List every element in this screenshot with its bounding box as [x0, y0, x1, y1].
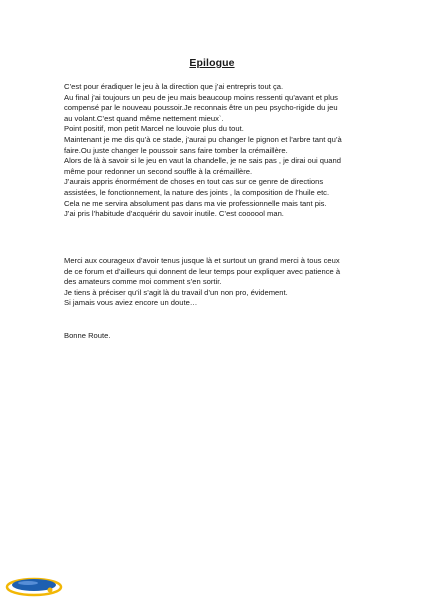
text-line: Point positif, mon petit Marcel ne louvoie plus du tout.	[64, 124, 244, 134]
text-line: des amateurs comme moi comment s’en sortir.	[64, 277, 222, 287]
text-line: Bonne Route.	[64, 331, 111, 340]
text-line: même pour redonner un second souffle à la crémaillère.	[64, 166, 253, 176]
text-line: Cela ne me servira absolument pas dans ma vie professionnelle mais tant pis.	[64, 198, 327, 208]
paragraph-1	[64, 82, 374, 220]
page-title: Epilogue	[189, 57, 235, 69]
logo-shine	[18, 581, 38, 585]
text-line: Merci aux courageux d’avoir tenus jusque là et surtout un grand merci à tous ceux	[64, 256, 340, 265]
logo-dot	[48, 588, 53, 593]
text-line: au volant.C’est quand même nettement mieux`.	[64, 113, 224, 123]
text-line: Je tiens à préciser qu’il s’agit là du travail d’un non pro, évidement.	[64, 287, 288, 297]
text-line: assistées, le fonctionnement, la nature des joints , la composition de l’huile etc.	[64, 187, 330, 197]
paragraph-3	[64, 331, 374, 342]
text-line: J’ai pris l’habitude d’acquérir du savoir inutile. C’est coooool man.	[64, 209, 284, 219]
paragraph-2	[64, 256, 374, 309]
text-line: Si jamais vous aviez encore un doute…	[64, 298, 198, 308]
text-line: J’aurais appris énormément de choses en tout cas sur ce genre de directions	[64, 177, 324, 187]
forum-logo-icon	[4, 572, 64, 598]
text-line: de ce forum et d’ailleurs qui donnent de leur temps pour expliquer avec patience à	[64, 266, 341, 276]
text-line: faire.Ou juste changer le poussoir sans faire tomber la crémaillère.	[64, 145, 288, 155]
text-line: Maintenant je me dis qu’à ce stade, j’aurai pu changer le pignon et l’arbre tant qu’à	[64, 134, 342, 144]
text-line: Au final j’ai toujours un peu de jeu mais beaucoup moins ressenti qu’avant et plus	[64, 92, 338, 102]
text-line: C’est pour éradiquer le jeu à la direction que j’ai entrepris tout ça.	[64, 82, 284, 91]
text-line: Alors de là à savoir si le jeu en vaut la chandelle, je ne sais pas , je dirai oui quand	[64, 156, 341, 166]
text-line: compensé par le nouveau poussoir.Je reconnais être un peu psycho-rigide du jeu	[64, 103, 338, 113]
